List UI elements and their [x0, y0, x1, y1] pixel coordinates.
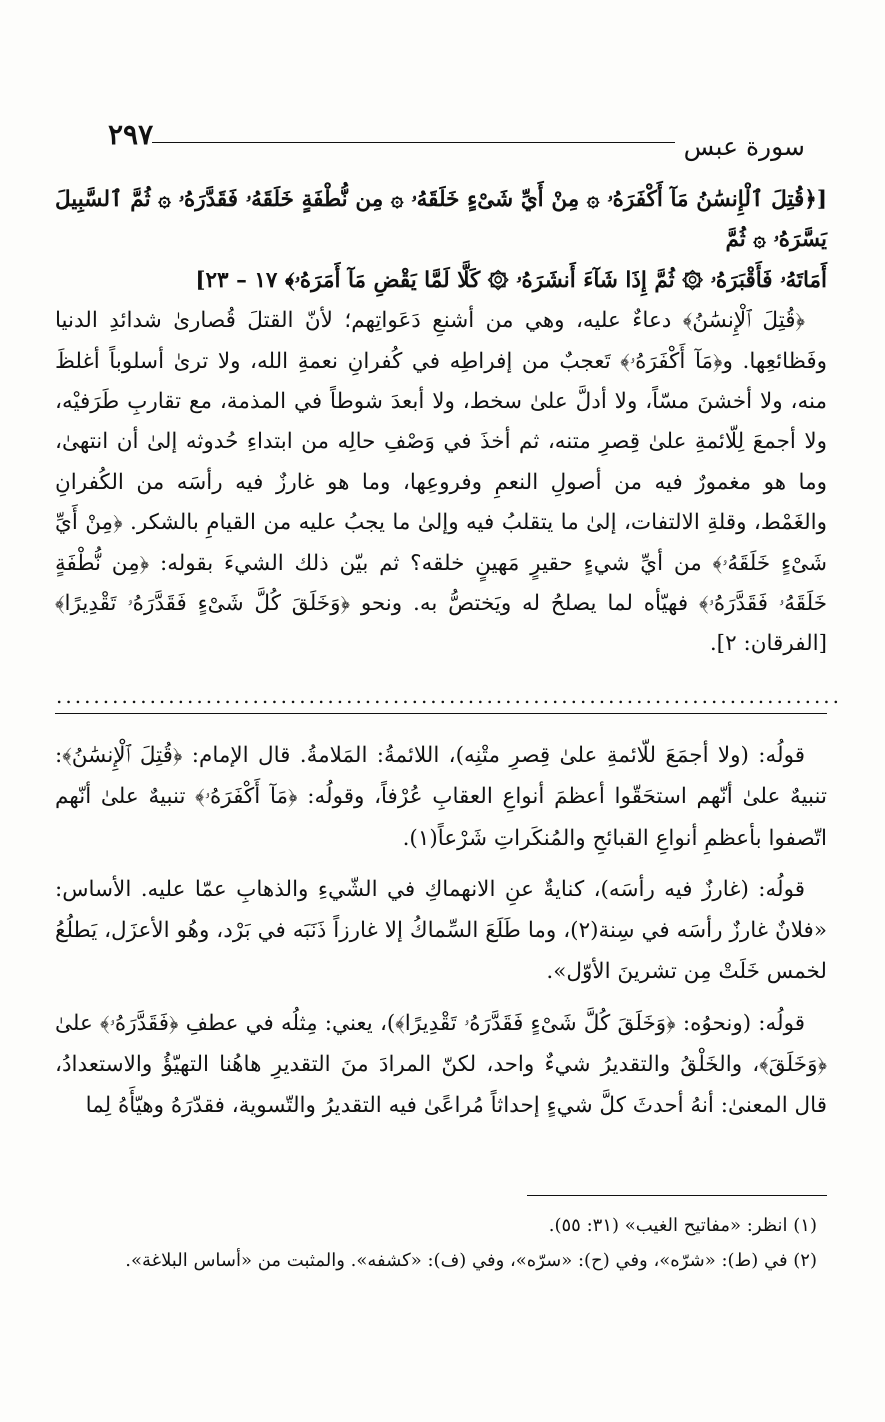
commentary-paragraph-1: قولُه: (ولا أجمَعَ للّائمةِ علىٰ قِصرِ متْنِه)، اللائمةُ: المَلامةُ. قال الإمام: ﴿قُتِلَ ٱلْإِنسَٰنُ﴾: تنبيهٌ علىٰ أنّهم استحَقّوا أعظمَ أنواعِ العقابِ عُرْفاً، وقولُه: ﴿مَآ أَكْفَرَهُۥ﴾ تنبيهٌ علىٰ أنّهم اتّصفوا بأعظمِ أنواعِ القبائحِ والمُنكَراتِ شَرْعاً(١). — [55, 743, 827, 851]
page-header — [108, 118, 805, 178]
section-rule — [55, 713, 827, 714]
tafsir-paragraph: ﴿قُتِلَ ٱلْإِنسَٰنُ﴾ دعاءٌ عليه، وهي من أشنعِ دَعَواتِهم؛ لأنّ القتلَ قُصارىٰ شدائدِ الدنيا وفَظائعِها. و﴿مَآ أَكْفَرَهُۥ﴾ تَعجبٌ من إفراطِه في كُفرانِ نعمةِ الله، ولا ترىٰ أسلوباً أغلظَ منه، ولا أخشنَ مسّاً، ولا أدلَّ علىٰ سخط، ولا أبعدَ شوطاً في المذمة، مع تقاربِ طَرَفيْه، ولا أجمعَ لِلّائمةِ علىٰ قِصرِ متنه، ثم أخذَ في وَصْفِ حالِه من ابتداءِ حُدوثه إلىٰ أن انتهىٰ، وما هو مغمورٌ فيه من أصولِ النعمِ وفروعِها، وما هو غارزٌ فيه رأسَه من الكُفرانِ والغَمْط، وقلةِ الالتفات، إلىٰ ما يتقلبُ فيه وإلىٰ ما يجبُ عليه من القيامِ بالشكر. ﴿مِنْ أَيِّ شَىْءٍ خَلَقَهُۥ﴾ من أيِّ شيءٍ حقيرٍ مَهينٍ خلقه؟ ثم بيّن ذلك الشيءَ بقوله: ﴿مِن نُّطْفَةٍ خَلَقَهُۥ فَقَدَّرَهُۥ﴾ فهيّأه لما يصلحُ له ويَختصُّ به. ونحو ﴿وَخَلَقَ كُلَّ شَىْءٍ فَقَدَّرَهُۥ تَقْدِيرًا﴾ [الفرقان: ٢]. — [55, 308, 827, 657]
page-number: ٢٩٧ — [108, 118, 154, 151]
quran-verse-line-2: أَمَاتَهُۥ فَأَقْبَرَهُۥ ۞ ثُمَّ إِذَا شَآءَ أَنشَرَهُۥ ۞ كَلَّا لَمَّا يَقْضِ مَآ أَمَرَهُۥ﴾ ١٧ – ٢٣] — [195, 267, 827, 293]
main-text — [55, 180, 827, 665]
footnote-1: (١) انظر: «مفاتيح الغيب» (٣١: ٥٥). — [548, 1215, 817, 1236]
footnotes — [55, 1208, 827, 1278]
commentary-paragraph-2: قولُه: (غارزٌ فيه رأسَه)، كنايةٌ عنِ الانهماكِ في الشّيءِ والذهابِ عمّا عليه. الأساس: «فلانٌ غارزٌ رأسَه في سِنة(٢)، وما طَلَعَ السِّماكُ إلا غارزاً ذَنَبَه في بَرْد، وهُو الأعزَل، يَطلُعُ لخمس خَلَتْ مِن تشرينَ الأوّل». — [55, 876, 827, 985]
footnote-2: (٢) في (ط): «شرّه»، وفي (ح): «سرّه»، وفي (ف): «كشفه». والمثبت من «أساس البلاغة». — [125, 1250, 817, 1272]
header-rule — [152, 142, 675, 143]
quran-verse-line-1: [﴿قُتِلَ ٱلْإِنسَٰنُ مَآ أَكْفَرَهُۥ ۞ مِنْ أَيِّ شَىْءٍ خَلَقَهُۥ ۞ مِن نُّطْفَةٍ خَلَقَهُۥ فَقَدَّرَهُۥ ۞ ثُمَّ ٱلسَّبِيلَ يَسَّرَهُۥ ۞ ثُمَّ — [55, 187, 827, 253]
footnote-rule — [527, 1195, 827, 1196]
commentary-paragraph-3: قولُه: (ونحوُه: ﴿وَخَلَقَ كُلَّ شَىْءٍ فَقَدَّرَهُۥ تَقْدِيرًا﴾)، يعني: مِثلُه في عطفِ ﴿فَقَدَّرَهُۥ﴾ علىٰ ﴿وَخَلَقَ﴾، والخَلْقُ والتقديرُ شيءٌ واحد، لكنّ المرادَ منَ التقديرِ هاهُنا التهيّؤُ والاستعدادُ، قال المعنىٰ: أنهُ أحدثَ كلَّ شيءٍ إحداثاً مُراعًىٰ فيه التقديرُ والتّسوية، فقدّرَهُ وهيّأَهُ لِما — [55, 1010, 827, 1119]
commentary-section — [55, 735, 827, 1136]
dotted-separator: .................................................................................... — [56, 684, 843, 708]
surah-title: سورة عبس — [683, 132, 805, 161]
